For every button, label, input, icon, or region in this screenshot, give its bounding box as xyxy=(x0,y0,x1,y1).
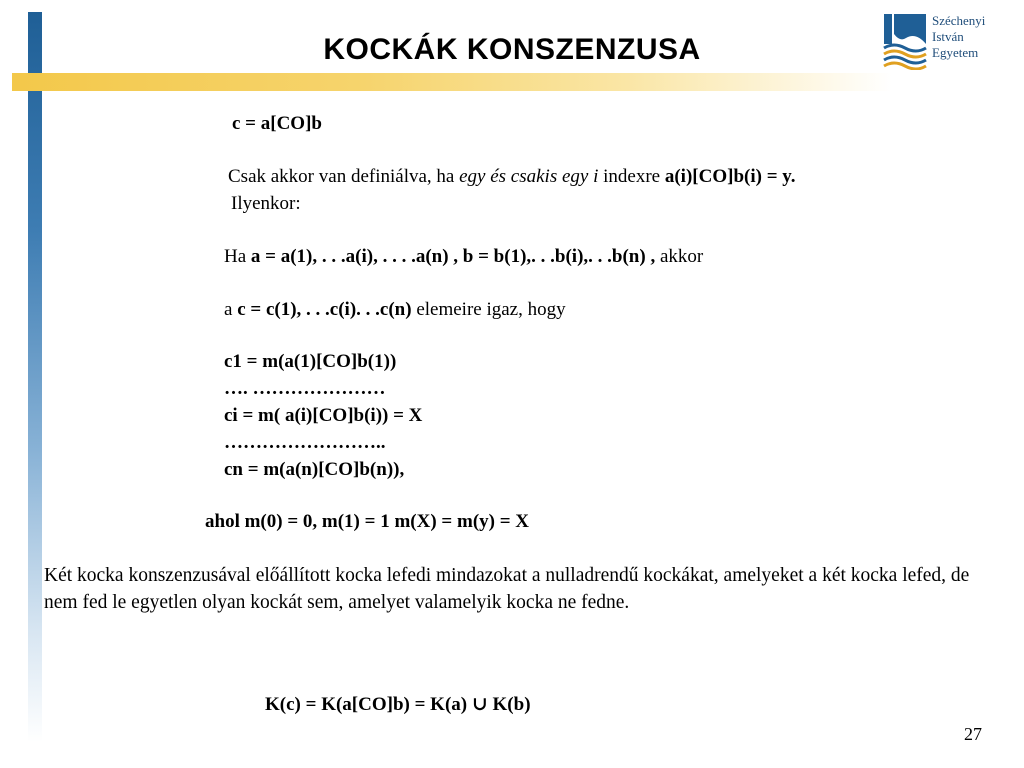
condition-line xyxy=(228,166,795,188)
logo-line-3: Egyetem xyxy=(932,45,979,60)
elements-line xyxy=(224,299,566,321)
logo-icon xyxy=(882,12,928,70)
elements-text-a: a xyxy=(224,299,238,320)
logo-line-1: Széchenyi xyxy=(932,13,986,28)
ha-formula: a = a(1), . . .a(i), . . . .a(n) , b = b(1),. . .b(i),. . .b(n) , xyxy=(250,246,660,267)
condition-formula: a(i)[CO]b(i) = y. xyxy=(664,166,796,187)
ha-akkor: akkor xyxy=(659,246,704,267)
dots-line-1: …. ………………… xyxy=(224,378,386,399)
condition-text-2: indexre xyxy=(598,166,665,187)
page-number: 27 xyxy=(964,724,982,744)
condition-text-1: Csak akkor van definiálva, ha xyxy=(228,166,460,187)
union-formula: K(c) = K(a[CO]b) = K(a) ∪ K(b) xyxy=(265,694,531,715)
university-logo xyxy=(882,10,1012,72)
elements-text: elemeire igaz, hogy xyxy=(416,299,566,320)
ci-line: ci = m( a(i)[CO]b(i)) = X xyxy=(224,405,423,426)
logo-line-2: István xyxy=(932,29,964,44)
logo-text xyxy=(932,13,985,61)
ha-text: Ha xyxy=(224,246,251,267)
dots-line-2: …………………….. xyxy=(224,432,386,453)
elements-formula: c = c(1), . . .c(i). . .c(n) xyxy=(237,299,417,320)
c1-line: c1 = m(a(1)[CO]b(1)) xyxy=(224,351,397,372)
cn-line: cn = m(a(n)[CO]b(n)), xyxy=(224,459,405,480)
left-accent-bar xyxy=(28,12,42,742)
ilyenkor-line: Ilyenkor: xyxy=(231,193,301,214)
ahol-line: ahol m(0) = 0, m(1) = 1 m(X) = m(y) = X xyxy=(205,511,530,532)
explanation-paragraph: Két kocka konszenzusával előállított kocka lefedi mindazokat a nulladrendű kockákat, amelyeket a két kocka lefed, de nem fed le egyetlen olyan kockát sem, amelyet valamelyik kocka ne fedne. xyxy=(44,565,970,613)
title-underline xyxy=(12,73,892,91)
condition-italic: egy és csakis egy i xyxy=(459,166,599,187)
ha-line xyxy=(224,246,703,268)
definition-line: c = a[CO]b xyxy=(232,113,322,134)
slide-title: KOCKÁK KONSZENZUSA xyxy=(323,33,701,66)
